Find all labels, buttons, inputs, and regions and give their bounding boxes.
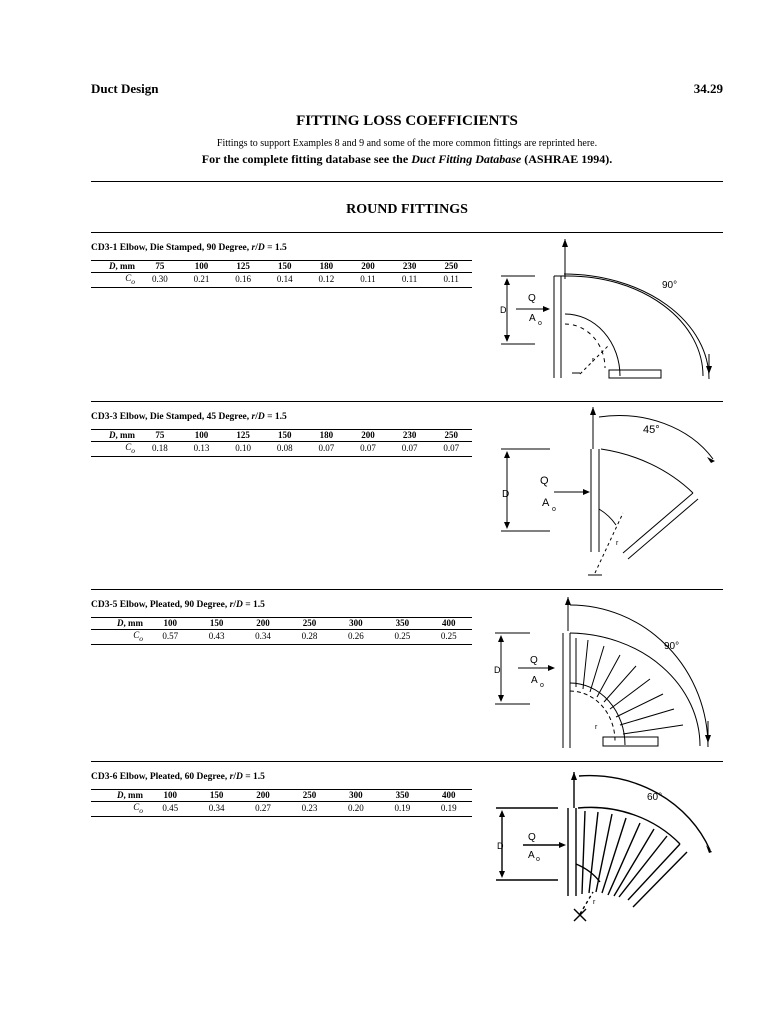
fitting-title-r: r (251, 243, 256, 253)
coefficient-table (91, 260, 472, 288)
table-row-diameter (91, 430, 472, 442)
table-row-coefficient (91, 273, 472, 288)
diameter-label: D (497, 841, 504, 851)
table-cell: 0.25 (426, 630, 472, 645)
elbow-90-diagram (488, 234, 728, 384)
area-label-sub: o (538, 320, 542, 327)
angle-label: 90° (664, 641, 680, 652)
table-cell: 350 (379, 790, 425, 802)
fitting-title-slash: / (255, 243, 258, 253)
fitting-title-ratio: = 1.5 (264, 243, 287, 253)
intro-line-2 (0, 152, 768, 167)
table-cell: 0.25 (379, 630, 425, 645)
table-cell: 0.19 (379, 802, 425, 817)
table-cell: 75 (139, 430, 181, 442)
area-label-sub: o (540, 682, 544, 689)
table-cell: 0.10 (222, 442, 264, 457)
fitting-title (91, 243, 287, 253)
table-cell: 250 (286, 618, 332, 630)
section-title: ROUND FITTINGS (346, 202, 468, 217)
area-label: A (529, 313, 536, 324)
diameter-label: D (500, 305, 507, 315)
fitting-title-ratio: = 1.5 (242, 600, 265, 610)
angle-label: 45° (643, 424, 660, 436)
table-cell: 0.23 (286, 802, 332, 817)
elbow-45-diagram (488, 403, 728, 583)
fitting-title-d: D (257, 412, 265, 422)
table-cell: 0.57 (147, 630, 193, 645)
table-cell: 250 (286, 790, 332, 802)
label-unit: , mm (123, 790, 143, 800)
radius-label: r (592, 357, 595, 364)
table-cell: 125 (222, 430, 264, 442)
row-label-diameter (91, 790, 147, 802)
table-cell: 200 (347, 430, 389, 442)
table-cell: 300 (333, 790, 379, 802)
label-unit: , mm (115, 430, 135, 440)
diameter-label: D (502, 489, 510, 500)
row-label-coefficient (91, 273, 139, 288)
table-cell: 230 (389, 430, 431, 442)
table-cell: 250 (430, 261, 472, 273)
table-cell: 200 (240, 790, 286, 802)
label-c-sub: o (131, 276, 135, 286)
table-row-coefficient (91, 802, 472, 817)
fitting-title-text: CD3-3 Elbow, Die Stamped, 45 Degree, (91, 412, 252, 422)
table-cell: 100 (181, 430, 223, 442)
table-cell: 75 (139, 261, 181, 273)
flow-label: Q (528, 832, 536, 843)
label-c-sub: o (131, 445, 135, 455)
area-label: A (528, 850, 535, 861)
table-cell: 180 (306, 261, 348, 273)
radius-label: r (593, 899, 596, 906)
row-label-coefficient (91, 630, 147, 645)
pleated-elbow-90-diagram (488, 591, 728, 751)
fitting-title-slash: / (255, 412, 258, 422)
label-d: D (117, 618, 124, 628)
intro-line-2-pre: For the complete fitting database see the (201, 152, 412, 166)
row-label-coefficient (91, 442, 139, 457)
coefficient-table (91, 789, 472, 817)
table-cell: 0.34 (240, 630, 286, 645)
table-cell: 0.11 (430, 273, 472, 288)
table-cell: 230 (389, 261, 431, 273)
label-c-sub: o (139, 633, 143, 643)
table-row-coefficient (91, 442, 472, 457)
table-row-diameter (91, 618, 472, 630)
table-cell: 0.20 (333, 802, 379, 817)
fitting-title-r: r (229, 600, 234, 610)
table-cell: 0.30 (139, 273, 181, 288)
fitting-title-ratio: = 1.5 (264, 412, 287, 422)
table-cell: 0.43 (193, 630, 239, 645)
table-cell: 0.28 (286, 630, 332, 645)
label-c: C (133, 630, 140, 640)
table-cell: 150 (264, 430, 306, 442)
angle-label: 90° (662, 280, 678, 291)
fitting-title-text: CD3-6 Elbow, Pleated, 60 Degree, (91, 772, 230, 782)
divider-top (91, 181, 723, 182)
table-cell: 0.21 (181, 273, 223, 288)
radius-label: r (595, 724, 598, 731)
table-cell: 0.07 (389, 442, 431, 457)
table-cell: 150 (193, 618, 239, 630)
table-cell: 0.16 (222, 273, 264, 288)
divider-fitting-3 (91, 589, 723, 590)
flow-label: Q (528, 293, 536, 304)
label-d: D (109, 430, 116, 440)
intro-line-1: Fittings to support Examples 8 and 9 and some of the more common fittings are reprinted here. (216, 138, 598, 149)
radius-label: r (616, 540, 619, 547)
coefficient-table (91, 429, 472, 457)
table-cell: 125 (222, 261, 264, 273)
intro-line-2-post: (ASHRAE 1994). (521, 152, 613, 166)
label-unit: , mm (115, 261, 135, 271)
table-cell: 0.19 (426, 802, 472, 817)
table-cell: 150 (193, 790, 239, 802)
table-cell: 100 (181, 261, 223, 273)
divider-fitting-2 (91, 401, 723, 402)
table-cell: 0.08 (264, 442, 306, 457)
table-cell: 0.11 (347, 273, 389, 288)
fitting-title-ratio: = 1.5 (242, 772, 265, 782)
divider-fitting-4 (91, 761, 723, 762)
table-row-diameter (91, 790, 472, 802)
label-d: D (117, 790, 124, 800)
table-cell: 100 (147, 618, 193, 630)
fitting-title-d: D (235, 600, 243, 610)
label-d: D (109, 261, 116, 271)
fitting-title-slash: / (233, 600, 236, 610)
row-label-diameter (91, 430, 139, 442)
divider-fitting-1 (91, 232, 723, 233)
table-cell: 400 (426, 790, 472, 802)
table-cell: 200 (240, 618, 286, 630)
area-label: A (542, 497, 550, 509)
fitting-title-text: CD3-5 Elbow, Pleated, 90 Degree, (91, 600, 230, 610)
label-c: C (125, 442, 132, 452)
table-cell: 0.26 (333, 630, 379, 645)
label-c: C (133, 802, 140, 812)
label-c: C (125, 273, 132, 283)
table-cell: 0.07 (430, 442, 472, 457)
pleated-elbow-60-diagram (488, 764, 728, 934)
fitting-title (91, 412, 287, 422)
table-cell: 180 (306, 430, 348, 442)
flow-label: Q (540, 475, 549, 487)
table-cell: 0.07 (347, 442, 389, 457)
fitting-title (91, 772, 265, 782)
table-cell: 300 (333, 618, 379, 630)
table-cell: 200 (347, 261, 389, 273)
table-cell: 100 (147, 790, 193, 802)
fitting-title (91, 600, 265, 610)
flow-label: Q (530, 655, 538, 666)
table-cell: 0.34 (193, 802, 239, 817)
fitting-title-r: r (251, 412, 256, 422)
area-label-sub: o (552, 506, 556, 513)
row-label-diameter (91, 261, 139, 273)
page-number: 34.29 (693, 81, 723, 96)
row-label-diameter (91, 618, 147, 630)
table-cell: 0.13 (181, 442, 223, 457)
diameter-label: D (494, 665, 501, 675)
table-cell: 0.07 (306, 442, 348, 457)
table-cell: 400 (426, 618, 472, 630)
table-cell: 0.45 (147, 802, 193, 817)
area-label: A (531, 675, 538, 686)
label-c-sub: o (139, 805, 143, 815)
table-cell: 0.12 (306, 273, 348, 288)
table-cell: 0.18 (139, 442, 181, 457)
table-cell: 150 (264, 261, 306, 273)
label-unit: , mm (123, 618, 143, 628)
coefficient-table (91, 617, 472, 645)
fitting-title-slash: / (233, 772, 236, 782)
fitting-title-d: D (235, 772, 243, 782)
angle-label: 60° (647, 792, 663, 803)
area-label-sub: o (536, 856, 540, 863)
fitting-title-r: r (229, 772, 234, 782)
page-title: FITTING LOSS COEFFICIENTS (296, 113, 518, 129)
fitting-title-d: D (257, 243, 265, 253)
table-cell: 0.27 (240, 802, 286, 817)
running-header-title: Duct Design (91, 81, 159, 96)
table-cell: 0.14 (264, 273, 306, 288)
table-cell: 350 (379, 618, 425, 630)
table-cell: 0.11 (389, 273, 431, 288)
table-row-coefficient (91, 630, 472, 645)
table-row-diameter (91, 261, 472, 273)
row-label-coefficient (91, 802, 147, 817)
table-cell: 250 (430, 430, 472, 442)
fitting-title-text: CD3-1 Elbow, Die Stamped, 90 Degree, (91, 243, 252, 253)
intro-database-name: Duct Fitting Database (411, 152, 522, 166)
